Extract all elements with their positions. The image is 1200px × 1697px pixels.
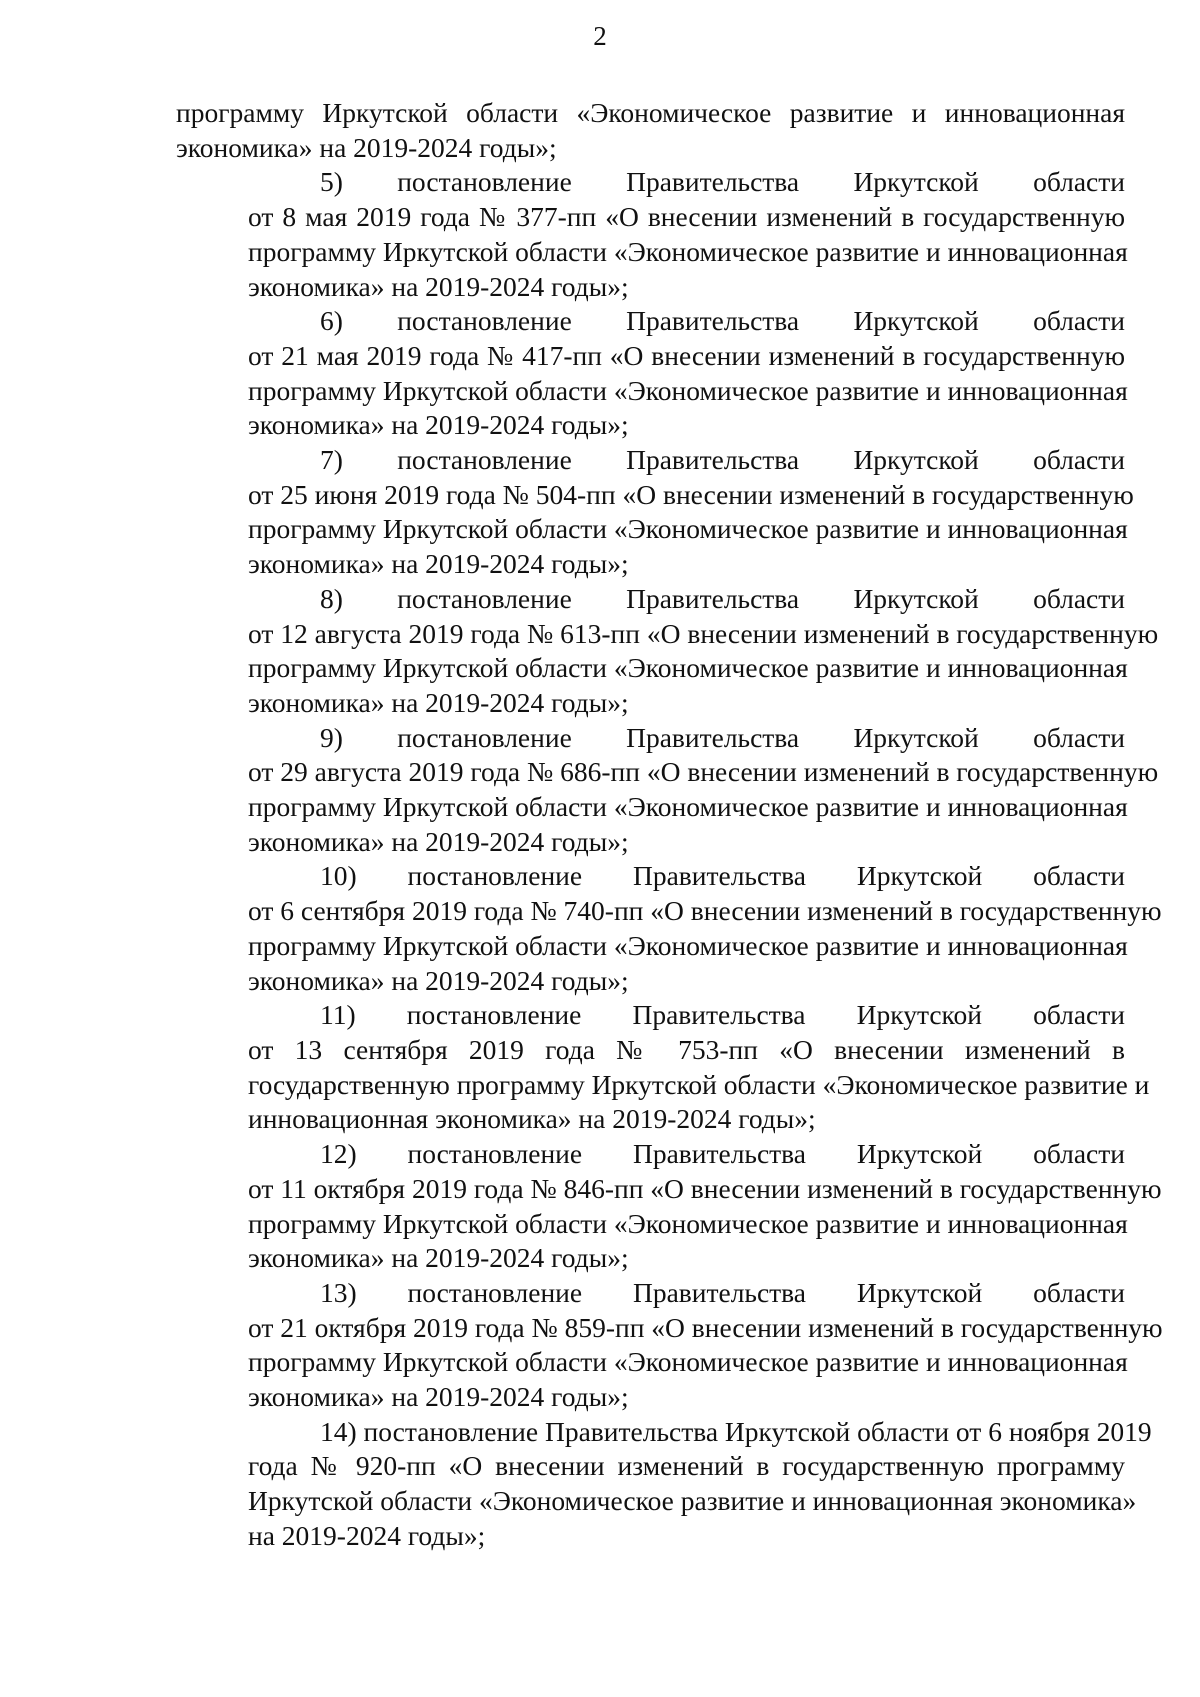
text-line: 8) постановление Правительства Иркутской области — [320, 582, 1125, 614]
text-line: программу Иркутской области «Экономическое развитие и инновационная — [248, 513, 1128, 545]
list-item — [176, 998, 1150, 1137]
text-line: экономика» на 2019-2024 годы»; — [248, 964, 629, 996]
list-item — [176, 1276, 1163, 1415]
text-line: 7) постановление Правительства Иркутской области — [320, 444, 1125, 476]
text-line: от 6 сентября 2019 года № 740-пп «О внесении изменений в государственную — [248, 895, 1162, 927]
text-line: программу Иркутской области «Экономическое развитие и инновационная — [248, 929, 1128, 961]
text-line: от 13 сентября 2019 года № 753-пп «О внесении изменений в — [248, 1033, 1125, 1065]
page-number: 2 — [593, 21, 607, 51]
text-line: государственную программу Иркутской области «Экономическое развитие и — [248, 1068, 1150, 1100]
text-line: экономика» на 2019-2024 годы»; — [248, 270, 629, 302]
text-line: 12) постановление Правительства Иркутской области — [320, 1138, 1125, 1170]
text-line: от 29 августа 2019 года № 686-пп «О внесении изменений в государственную — [248, 756, 1159, 788]
text-line: 10) постановление Правительства Иркутской области — [320, 860, 1125, 892]
text-line: от 21 октября 2019 года № 859-пп «О внесении изменений в государственную — [248, 1311, 1163, 1343]
text-line: от 12 августа 2019 года № 613-пп «О внесении изменений в государственную — [248, 617, 1159, 649]
text-line: программу Иркутской области «Экономическое развитие и инновационная — [248, 374, 1128, 406]
text-line: экономика» на 2019-2024 годы»; — [176, 131, 557, 163]
list-item — [176, 443, 1134, 582]
text-line: на 2019-2024 годы»; — [248, 1519, 486, 1551]
text-line: 14) постановление Правительства Иркутской области от 6 ноября 2019 — [320, 1415, 1152, 1447]
text-line: экономика» на 2019-2024 годы»; — [248, 1381, 629, 1413]
text-line: программу Иркутской области «Экономическое развитие и инновационная — [248, 1207, 1128, 1239]
list-item — [176, 582, 1159, 721]
text-line: Иркутской области «Экономическое развитие и инновационная экономика» — [248, 1485, 1137, 1517]
text-line: 13) постановление Правительства Иркутской области — [320, 1276, 1125, 1308]
text-line: программу Иркутской области «Экономическое развитие и инновационная — [248, 235, 1128, 267]
text-line: экономика» на 2019-2024 годы»; — [248, 409, 629, 441]
text-line: 6) постановление Правительства Иркутской области — [320, 305, 1125, 337]
text-line: экономика» на 2019-2024 годы»; — [248, 825, 629, 857]
list-item — [176, 1137, 1162, 1276]
list-item — [176, 721, 1159, 860]
list-item — [176, 1415, 1152, 1554]
text-line: экономика» на 2019-2024 годы»; — [248, 1242, 629, 1274]
text-line: 5) постановление Правительства Иркутской области — [320, 166, 1125, 198]
text-line: 9) постановление Правительства Иркутской области — [320, 721, 1125, 753]
text-line: инновационная экономика» на 2019-2024 годы»; — [248, 1103, 816, 1135]
text-line: 11) постановление Правительства Иркутской области — [320, 999, 1125, 1031]
text-line: года № 920-пп «О внесении изменений в государственную программу — [248, 1450, 1125, 1482]
text-line: от 11 октября 2019 года № 846-пп «О внесении изменений в государственную — [248, 1172, 1162, 1204]
text-line: экономика» на 2019-2024 годы»; — [248, 686, 629, 718]
text-line: от 21 мая 2019 года № 417-пп «О внесении изменений в государственную — [248, 339, 1125, 371]
text-line: программу Иркутской области «Экономическое развитие и инновационная — [248, 791, 1128, 823]
list-item — [176, 304, 1128, 443]
text-line: от 25 июня 2019 года № 504-пп «О внесении изменений в государственную — [248, 478, 1134, 510]
list-items — [176, 165, 1163, 1553]
text-line: программу Иркутской области «Экономическое развитие и инновационная — [176, 97, 1125, 128]
opening-fragment-paragraph — [176, 96, 1125, 165]
list-item — [176, 859, 1162, 998]
document-body — [176, 96, 1163, 1554]
text-line: программу Иркутской области «Экономическое развитие и инновационная — [248, 1346, 1128, 1378]
text-line: экономика» на 2019-2024 годы»; — [248, 548, 629, 580]
text-line: от 8 мая 2019 года № 377-пп «О внесении изменений в государственную — [248, 201, 1125, 233]
text-line: программу Иркутской области «Экономическое развитие и инновационная — [248, 652, 1128, 684]
list-item — [176, 165, 1128, 304]
